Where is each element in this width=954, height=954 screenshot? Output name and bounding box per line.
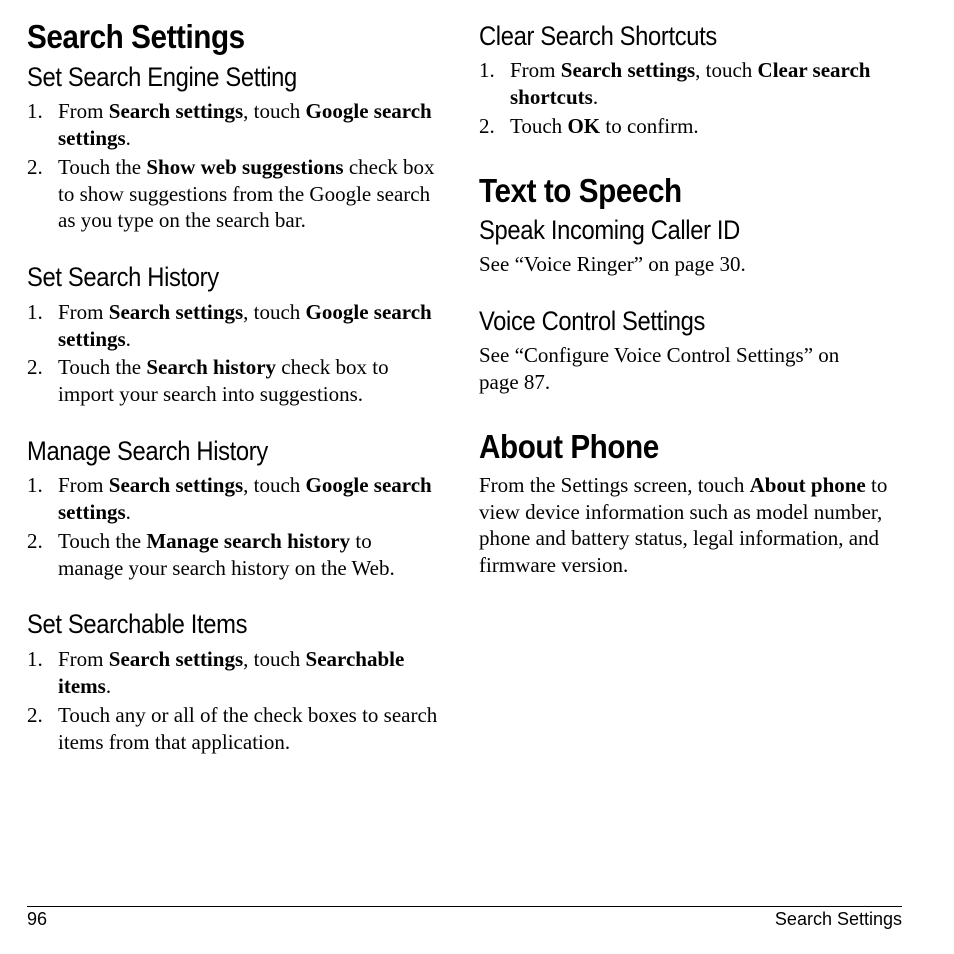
list-number: 1. xyxy=(27,647,43,671)
list-item: 2. Touch any or all of the check boxes to search items from that application. xyxy=(27,703,438,754)
list-number: 1. xyxy=(27,99,43,123)
page-title: Search Settings xyxy=(27,18,245,55)
section-heading-engine: Set Search Engine Setting xyxy=(27,62,297,92)
section-heading-voice-control: Voice Control Settings xyxy=(479,306,706,336)
list-item: 1. From Search settings, touch Google search settings. xyxy=(27,99,432,150)
voice-control-text: See “Configure Voice Control Settings” on page 87. xyxy=(479,343,840,394)
section-heading-clear: Clear Search Shortcuts xyxy=(479,21,717,51)
about-phone-text: From the Settings screen, touch About phone to view device information such as model number, phone and battery status, legal information, and firmware version. xyxy=(479,473,888,577)
page-number: 96 xyxy=(27,909,48,929)
list-number: 1. xyxy=(27,473,43,497)
list-item: 2. Touch the Manage search history to manage your search history on the Web. xyxy=(27,529,395,580)
list-number: 2. xyxy=(27,355,43,379)
list-item: 2. Touch OK to confirm. xyxy=(479,114,699,138)
list-item: 2. Touch the Show web suggestions check box to show suggestions from the Google search as you type on the search bar. xyxy=(27,155,435,232)
footer-section-name: Search Settings xyxy=(774,909,902,929)
list-number: 2. xyxy=(479,114,495,138)
list-number: 2. xyxy=(27,529,43,553)
list-item: 1. From Search settings, touch Google search settings. xyxy=(27,300,432,351)
section-heading-manage: Manage Search History xyxy=(27,436,268,466)
list-item: 1. From Search settings, touch Google search settings. xyxy=(27,473,432,524)
section-heading-history: Set Search History xyxy=(27,262,219,292)
list-number: 2. xyxy=(27,703,43,727)
caller-id-text: See “Voice Ringer” on page 30. xyxy=(479,252,746,276)
section-title-tts: Text to Speech xyxy=(479,172,682,209)
list-number: 2. xyxy=(27,155,43,179)
list-item: 1. From Search settings, touch Searchable items. xyxy=(27,647,405,698)
section-title-about: About Phone xyxy=(479,428,659,465)
section-heading-caller-id: Speak Incoming Caller ID xyxy=(479,215,740,245)
list-item: 1. From Search settings, touch Clear search shortcuts. xyxy=(479,58,871,109)
footer-rule xyxy=(27,906,902,907)
section-heading-searchable: Set Searchable Items xyxy=(27,609,248,639)
list-number: 1. xyxy=(27,300,43,324)
list-number: 1. xyxy=(479,58,495,82)
list-item: 2. Touch the Search history check box to import your search into suggestions. xyxy=(27,355,389,406)
